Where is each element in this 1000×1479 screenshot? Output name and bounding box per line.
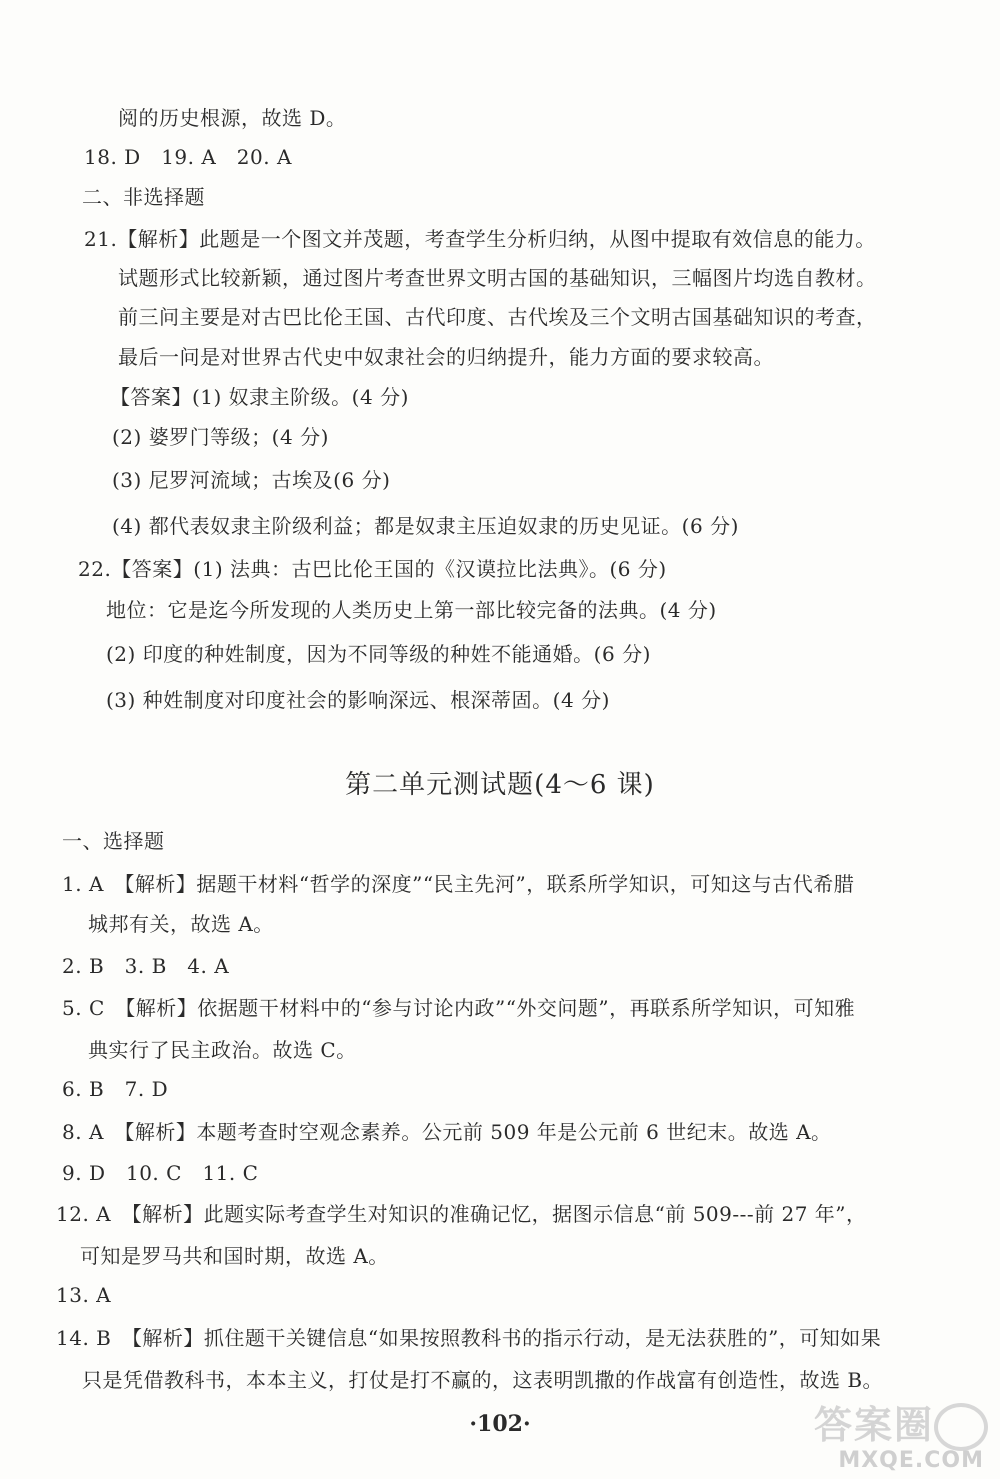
text-line: 城邦有关，故选 A。 xyxy=(88,912,274,936)
section-heading: 二、非选择题 xyxy=(82,185,205,209)
watermark-logo-icon xyxy=(934,1403,988,1451)
watermark-text: 答案圈 xyxy=(813,1403,934,1447)
text-line: 可知是罗马共和国时期，故选 A。 xyxy=(80,1244,389,1268)
unit-title: 第二单元测试题(4～6 课) xyxy=(345,770,655,800)
text-line: 最后一问是对世界古代史中奴隶社会的归纳提升，能力方面的要求较高。 xyxy=(118,345,774,369)
question-5: 5. C 【解析】依据题干材料中的“参与讨论内政”“外交问题”，再联系所学知识，可知雅 xyxy=(62,996,856,1020)
watermark xyxy=(798,1403,988,1473)
text-line: 典实行了民主政治。故选 C。 xyxy=(88,1038,357,1062)
text-line: 前三问主要是对古巴比伦王国、古代印度、古代埃及三个文明古国基础知识的考查， xyxy=(118,305,877,329)
question-8: 8. A 【解析】本题考查时空观念素养。公元前 509 年是公元前 6 世纪末。故选 A。 xyxy=(62,1120,832,1144)
question-13: 13. A xyxy=(56,1283,112,1307)
answer-list: 6. B 7. D xyxy=(62,1077,169,1101)
text-line: 地位：它是迄今所发现的人类历史上第一部比较完备的法典。(4 分) xyxy=(106,598,717,622)
text-line: (3) 尼罗河流域；古埃及(6 分) xyxy=(112,468,391,492)
page-number: ·102· xyxy=(469,1411,531,1437)
text-line: (3) 种姓制度对印度社会的影响深远、根深蒂固。(4 分) xyxy=(106,688,610,712)
text-line: 试题形式比较新颖，通过图片考查世界文明古国的基础知识，三幅图片均选自教材。 xyxy=(118,266,877,290)
question-21-analysis: 21.【解析】此题是一个图文并茂题，考查学生分析归纳，从图中提取有效信息的能力。 xyxy=(84,227,876,251)
text-line: (2) 印度的种姓制度，因为不同等级的种姓不能通婚。(6 分) xyxy=(106,642,651,666)
section-heading: 一、选择题 xyxy=(62,829,165,853)
question-22-answer: 22.【答案】(1) 法典：古巴比伦王国的《汉谟拉比法典》。(6 分) xyxy=(78,557,667,581)
answer-list: 9. D 10. C 11. C xyxy=(62,1161,259,1185)
question-14: 14. B 【解析】抓住题干关键信息“如果按照教科书的指示行动，是无法获胜的”，可知如果 xyxy=(56,1326,882,1350)
text-line: (2) 婆罗门等级；(4 分) xyxy=(112,425,329,449)
question-21-answer: 【答案】(1) 奴隶主阶级。(4 分) xyxy=(110,385,409,409)
question-12: 12. A 【解析】此题实际考查学生对知识的准确记忆，据图示信息“前 509---前 27 年”， xyxy=(56,1202,867,1226)
answer-list: 18. D 19. A 20. A xyxy=(84,145,292,169)
text-line: 只是凭借教科书，本本主义，打仗是打不赢的，这表明凯撒的作战富有创造性，故选 B。 xyxy=(82,1368,884,1392)
watermark-url: MXQE.COM xyxy=(838,1448,984,1473)
text-line: (4) 都代表奴隶主阶级利益；都是奴隶主压迫奴隶的历史见证。(6 分) xyxy=(112,514,739,538)
answer-list: 2. B 3. B 4. A xyxy=(62,954,230,978)
text-line: 阅的历史根源，故选 D。 xyxy=(118,106,347,130)
question-1: 1. A 【解析】据题干材料“哲学的深度”“民主先河”，联系所学知识，可知这与古代希腊 xyxy=(62,872,855,896)
